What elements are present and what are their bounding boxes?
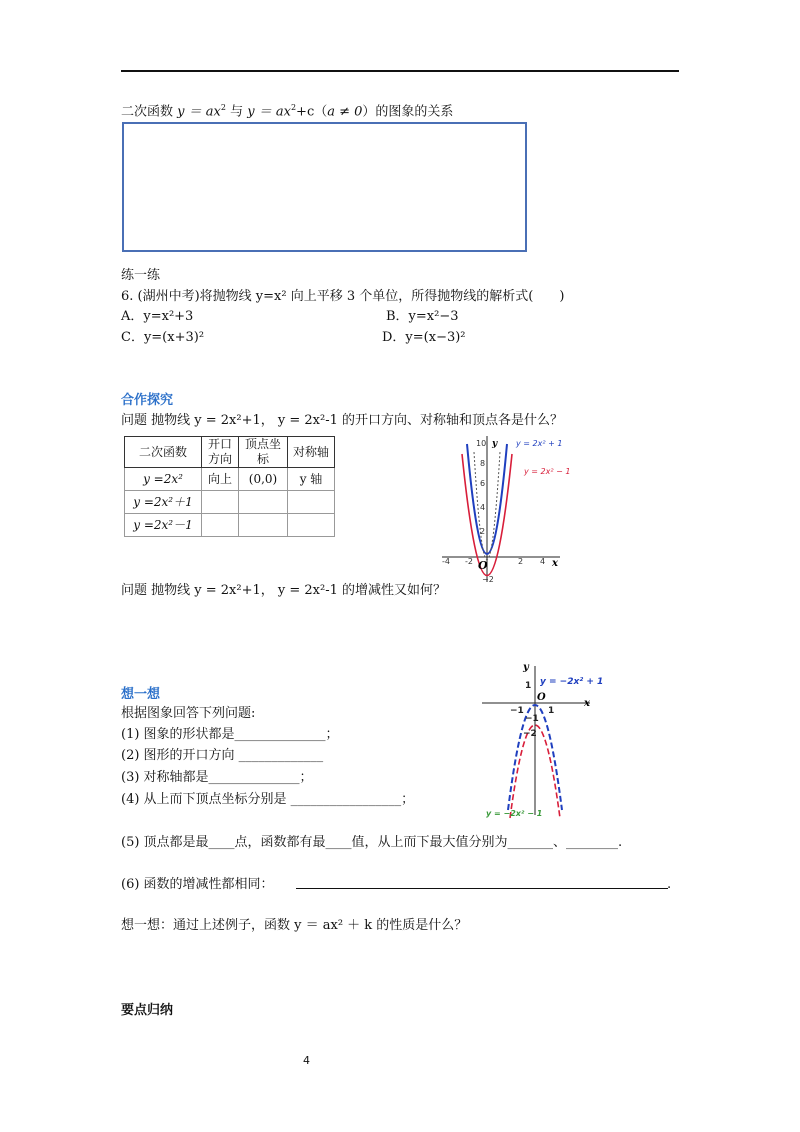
origin-label: O [537, 692, 546, 703]
table-header: 开口方向 [202, 437, 239, 468]
practice-title: 练一练 [121, 268, 161, 283]
tick-label: 1 [525, 681, 532, 691]
x-tick: -2 [465, 557, 473, 566]
y-tick: 4 [480, 503, 486, 512]
y-axis-label: y [523, 662, 529, 673]
parabola-graph-up [432, 432, 572, 588]
coop-question-1: 问题 抛物线 y = 2x²+1， y = 2x²-1 的开口方向、对称轴和顶点各是什么？ [121, 413, 563, 428]
page-number: 4 [303, 1054, 310, 1067]
table-cell[interactable] [202, 491, 239, 514]
curve-label-green: y = −2x² − 1 [486, 809, 543, 818]
origin-label: O [478, 559, 488, 572]
think-q6: (6) 函数的增减性都相同： [121, 877, 274, 892]
table-cell[interactable] [239, 491, 288, 514]
parabola-graph-down [480, 660, 605, 820]
keypoints-title: 要点归纳 [121, 1003, 174, 1018]
think-intro: 根据图象回答下列问题: [121, 706, 256, 721]
think-q3: (3) 对称轴都是______________； [121, 770, 313, 785]
x-tick: -4 [442, 557, 450, 566]
table-header: 顶点坐标 [239, 437, 288, 468]
table-cell[interactable] [202, 514, 239, 537]
relation-question: 二次函数 $y = ax^2$ 与 $y = ax^2+c(a \ne 0)$的图象的关系 [121, 103, 454, 120]
y-tick: 6 [480, 479, 486, 488]
y-axis-label: y [492, 439, 498, 449]
think-q1: (1) 图象的形状都是______________； [121, 727, 339, 742]
table-cell: y =2x²＋1 [125, 491, 202, 514]
think-q4: (4) 从上而下顶点坐标分别是 _________________； [121, 792, 415, 807]
table-header: 对称轴 [288, 437, 335, 468]
y-tick: 8 [480, 459, 486, 468]
table-cell: y =2x² [125, 468, 202, 491]
curve-label-red: y = 2x² − 1 [524, 467, 571, 476]
x-tick: 2 [518, 557, 524, 566]
y-tick: −2 [482, 575, 494, 584]
table-cell[interactable] [288, 514, 335, 537]
tick-label: 1 [548, 706, 555, 716]
table-cell[interactable] [288, 491, 335, 514]
y-tick: 2 [480, 527, 486, 536]
think-q5: (5) 顶点都是最____点，函数都有最____值，从上而下最大值分别为_______、________. [121, 835, 623, 850]
table-cell: y 轴 [288, 468, 335, 491]
summary-question: 想一想：通过上述例子，函数 y ＝ ax² ＋ k 的性质是什么？ [121, 918, 468, 933]
x-tick: 4 [540, 557, 546, 566]
curve-label-blue: y = 2x² + 1 [516, 439, 563, 448]
tick-label: −1 [525, 714, 539, 724]
practice-question: 6. (湖州中考)将抛物线 y=x² 向上平移 3 个单位，所得抛物线的解析式( ) [121, 289, 565, 304]
option-b: B．y=x²−3 [386, 309, 459, 324]
tick-label: −1 [510, 706, 524, 716]
x-axis-label: x [552, 558, 558, 569]
option-c: C．y=(x+3)² [121, 330, 205, 345]
think-title: 想一想 [121, 687, 161, 702]
q6-period: . [667, 877, 672, 892]
option-a: A．y=x²+3 [121, 309, 194, 324]
answer-box[interactable] [122, 122, 527, 252]
tick-label: −2 [523, 729, 537, 739]
y-tick: 10 [476, 439, 487, 448]
coop-title: 合作探究 [121, 393, 174, 408]
table-cell: y =2x²－1 [125, 514, 202, 537]
table-cell: (0,0) [239, 468, 288, 491]
table-header: 二次函数 [125, 437, 202, 468]
x-axis-label: x [584, 698, 590, 709]
option-d: D．y=(x−3)² [382, 330, 466, 345]
think-q2: (2) 图形的开口方向 _____________ [121, 748, 324, 763]
table-cell[interactable] [239, 514, 288, 537]
table-cell: 向上 [202, 468, 239, 491]
q6-answer-line[interactable] [296, 888, 668, 889]
coop-question-2: 问题 抛物线 y = 2x²+1， y = 2x²-1 的增减性又如何？ [121, 583, 446, 598]
property-table [124, 436, 335, 537]
header-rule [121, 70, 679, 72]
curve-label-blue: y = −2x² + 1 [540, 677, 604, 687]
